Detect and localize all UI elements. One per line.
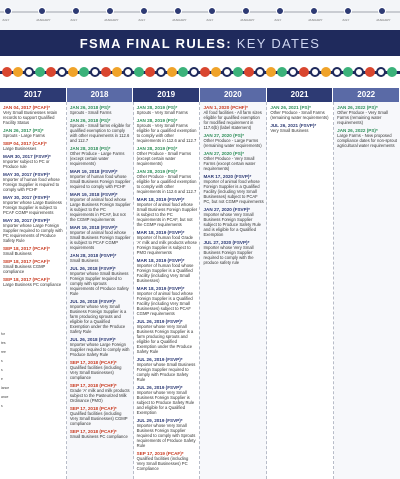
axis-milestone-dot <box>123 67 133 77</box>
title-main: FSMA FINAL RULES: <box>79 35 232 51</box>
axis-milestone-dot <box>211 67 221 77</box>
entry-date: JAN 28, 2019 (PS)* <box>136 169 178 174</box>
timeline-axis <box>0 56 400 86</box>
date-entry <box>3 141 64 151</box>
mini-timeline-dot <box>276 7 284 15</box>
axis-milestone-dot <box>222 67 232 77</box>
entry-date: JUL 26, 2018 (FSVP)* <box>69 299 116 304</box>
axis-milestone-dot <box>277 67 287 77</box>
date-entry <box>270 105 331 120</box>
entry-description: Importer whose Very Small Business Foreign Supplier subject to Produce Safety Rule and is eligible for a Qualified Exemption <box>203 212 261 237</box>
date-entry <box>3 259 64 274</box>
entry-date: MAR 30, 2017 (FSVP)* <box>3 154 51 159</box>
date-entry <box>137 286 198 316</box>
year-header-row <box>0 88 400 102</box>
entry-date: SEP 04, 2017 (CAF)* <box>3 141 47 146</box>
page-title <box>80 36 320 51</box>
legend-fragment-text: s <box>1 359 3 363</box>
axis-milestone-dot <box>321 67 331 77</box>
mini-timeline-dot <box>242 7 250 15</box>
mini-timeline-month: JULY <box>70 18 78 22</box>
axis-milestone-dot <box>68 67 78 77</box>
axis-milestone-dot <box>266 67 276 77</box>
entry-date: JAN 28, 2019 (PS)* <box>136 146 178 151</box>
entry-date: JAN 28, 2018 (FSVP)* <box>69 253 117 258</box>
entry-description: Importer whose Large Foreign Supplier required to comply with Produce Safety Rule <box>69 342 130 357</box>
legend-fragment-text: s <box>1 368 3 372</box>
entry-date: JUL 29, 2019 (FSVP)* <box>136 418 183 423</box>
title-accent: KEY DATES <box>236 35 321 51</box>
entry-date: SEP 18, 2017 (PCAF)* <box>3 246 50 251</box>
title-bar <box>0 30 400 56</box>
entry-description: Importer whose Very Small Business Foreign Supplier is a farm producing sprouts and eligible for a Qualified Exemption under the Produce Safety Rule <box>69 304 127 334</box>
legend-fragment-text: tes <box>1 341 6 345</box>
mini-timeline-dot <box>378 7 386 15</box>
legend-fragment-text: ance <box>1 395 9 399</box>
axis-milestone-dot <box>200 67 210 77</box>
entry-description: Importer subject to PC or Produce rule <box>3 159 50 169</box>
entry-date: JUL 26, 2021 (FSVP)* <box>270 123 317 128</box>
mini-timeline-month: JULY <box>2 18 10 22</box>
entry-description: Importer whose Very Small Business Foreign Supplier required to comply with Sprouts requirements of Produce Safety Rule <box>136 423 196 448</box>
entry-description: Qualified facilities (including Very Small Businesses) PC Compliance <box>136 456 189 471</box>
entry-date: JAN 28, 2018 (PS)* <box>69 146 111 151</box>
entry-date: MAR 17, 2020 (FSVP)* <box>203 174 252 179</box>
entry-description: Other Produce - Small Farms (except certain water requirements) <box>136 151 192 166</box>
mini-timeline-dot <box>344 7 352 15</box>
entry-description: Sprouts - Very Small Farms eligible for a qualified exemption to comply with other requirements in 112.6 and 112.7 <box>136 123 197 143</box>
mini-timeline-dot <box>106 7 114 15</box>
date-entry <box>203 151 264 171</box>
mini-timeline-month: JANUARY <box>104 18 119 22</box>
mini-timeline-dot <box>174 7 182 15</box>
date-entry <box>3 154 64 169</box>
entry-date: JAN 04, 2017 (PCAF)* <box>3 105 50 110</box>
year-column-2019 <box>134 102 201 479</box>
entry-description: Sprouts - Small Farms <box>69 110 112 115</box>
entry-description: Importer whose Small Business Foreign Supplier required to comply with Produce Safety Rule <box>136 362 196 382</box>
entry-description: Importer whose Large Business Foreign Supplier is subject to PCAF CGMP requirements <box>3 200 62 215</box>
entry-description: Other Produce - Large Farms (remaining water requirements) <box>203 138 262 148</box>
mini-timeline-month: JANUARY <box>240 18 255 22</box>
mini-timeline-dot <box>310 7 318 15</box>
entry-description: Importer whose Very Small Business Foreign Supplier is a farm producing sprouts and eligible for a Qualified Exemption under the Produce Safety Rule <box>136 324 194 354</box>
entry-date: MAR 18, 2019 (FSVP)* <box>136 258 185 263</box>
entry-description: All food facilities - All farm sizes eligible for qualified exemption for modified requirement in 117.6(b) (label statement) <box>203 110 262 130</box>
entry-description: Importer whose Very Small Business Foreign Supplier is subject to Produce Safety Rule and eligible for a Qualified Exemption <box>136 390 195 415</box>
date-entry <box>137 169 198 194</box>
axis-milestone-dot <box>101 67 111 77</box>
mini-timeline-month: JANUARY <box>376 18 391 22</box>
entry-description: Importer of animal food whose Large Business Foreign Supplier is subject to the PC requirements in PCAF, but not the CGMP requirements <box>69 197 131 222</box>
date-entry <box>137 418 198 448</box>
axis-milestone-dot <box>2 67 12 77</box>
axis-milestone-dot <box>57 67 67 77</box>
year-column-2021 <box>267 102 334 479</box>
date-entry <box>70 118 131 143</box>
date-entry <box>137 319 198 354</box>
mini-timeline-month: JANUARY <box>308 18 323 22</box>
entry-date: SEP 18, 2017 (PCAF)* <box>3 259 50 264</box>
axis-milestone-dot <box>24 67 34 77</box>
entry-date: JAN 26, 2021 (PS)* <box>270 105 311 110</box>
date-entry <box>270 123 331 133</box>
axis-milestone-dot <box>244 67 254 77</box>
axis-milestone-dot <box>35 67 45 77</box>
mini-timeline-month: JULY <box>274 18 282 22</box>
entry-description: Small Business <box>69 258 99 263</box>
entry-description: Sprouts - Small farms eligible for qualified exemption to comply with other requirements in 112.6 and 112.7 <box>69 123 131 143</box>
mini-timeline-dot <box>38 7 46 15</box>
entry-description: Other Produce - Very Small Farms (remaining water requirements) <box>337 110 389 125</box>
axis-milestone-dot <box>178 67 188 77</box>
year-header-2018: 2018 <box>67 88 134 102</box>
date-entry <box>337 105 398 125</box>
date-entry <box>137 385 198 415</box>
legend-fragment-text: e <box>1 377 3 381</box>
axis-milestone-dot <box>332 67 342 77</box>
entry-description: Importer whose Small Business Foreign Supplier required to comply with sprouts requirements of Produce Safety Rule <box>69 271 129 296</box>
date-entry <box>70 169 131 189</box>
axis-milestone-dot <box>354 67 364 77</box>
date-entry <box>203 105 264 130</box>
entry-date: JUL 26, 2019 (FSVP)* <box>136 385 183 390</box>
entry-date: MAR 18, 2019 (FSVP)* <box>136 230 185 235</box>
date-entry <box>70 299 131 334</box>
mini-timeline-dot <box>208 7 216 15</box>
axis-milestone-dot <box>288 67 298 77</box>
entry-date: SEP 17, 2018 (PCHF)* <box>69 383 117 388</box>
mini-timeline-month: JULY <box>342 18 350 22</box>
entry-date: JAN 26, 2018 (PS)* <box>69 118 111 123</box>
entry-description: Importer of animal food whose Foreign Supplier is a Qualified Facility (including Very Small Businesses) subject to PCAF PC, but not CGMP requirements <box>203 179 264 204</box>
entry-description: Importer of human food whose Foreign Supplier is a Qualified Facility (including Very Small Businesses) <box>136 263 194 283</box>
date-entry <box>70 192 131 222</box>
date-entry <box>70 337 131 357</box>
axis-milestone-dot <box>189 67 199 77</box>
entry-date: MAR 18, 2019 (FSVP)* <box>136 286 185 291</box>
date-entry <box>3 277 64 287</box>
date-entry <box>203 174 264 204</box>
entry-date: SEP 17, 2018 (PCAF)* <box>69 406 117 411</box>
entry-date: JAN 26, 2017 (PS)* <box>3 128 44 133</box>
date-entry <box>203 207 264 237</box>
entry-date: MAR 19, 2018 (FSVP)* <box>69 169 118 174</box>
axis-milestone-dot <box>134 67 144 77</box>
date-entry <box>137 146 198 166</box>
entry-date: JUL 27, 2020 (FSVP)* <box>203 240 250 245</box>
entry-description: Importer of animal food whose Small Business Foreign Supplier is subject to the PC requirements in PCAF, but not the CGMP requirements <box>136 202 198 227</box>
date-entry <box>70 253 131 263</box>
entry-description: Importer of human food Grade 'A' milk and milk products whose Foreign Supplier is subject to PMO requirements <box>136 235 197 255</box>
axis-milestone-dot <box>255 67 265 77</box>
entry-description: Qualified facilities (including Very Small Businesses) compliance <box>69 365 122 380</box>
mini-timeline-dot <box>140 7 148 15</box>
entry-description: Qualified facilities (including Very Small Businesses) CGMP compliance <box>69 411 128 426</box>
entry-date: JAN 27, 2020 (PS)* <box>203 133 245 138</box>
axis-milestone-dot <box>343 67 353 77</box>
axis-milestone-dot <box>310 67 320 77</box>
year-header-2019: 2019 <box>133 88 200 102</box>
date-entry <box>337 128 398 148</box>
axis-milestone-dot <box>233 67 243 77</box>
axis-milestone-dot <box>46 67 56 77</box>
entry-date: JUL 26, 2018 (FSVP)* <box>69 266 116 271</box>
date-entry <box>3 246 64 256</box>
entry-date: MAY 30, 2017 (FSVP)* <box>3 195 50 200</box>
date-entry <box>70 360 131 380</box>
legend-fragment-text: s <box>1 404 3 408</box>
entry-date: JUL 26, 2019 (FSVP)* <box>136 357 183 362</box>
date-entry <box>70 383 131 403</box>
mini-timeline-month: JANUARY <box>36 18 51 22</box>
entry-description: Very Small Businesses retain records to support Qualified Facility Status <box>3 110 58 125</box>
entry-description: Large Farms - New proposed compliance dates for non-sprout agricultural water requirements <box>337 133 397 148</box>
date-entry <box>70 105 131 115</box>
date-entry <box>137 357 198 382</box>
date-entry <box>70 146 131 166</box>
entry-date: MAR 18, 2019 (FSVP)* <box>136 197 185 202</box>
mini-timeline-month: JULY <box>138 18 146 22</box>
year-header-2022: 2022 <box>333 88 400 102</box>
date-entry <box>3 172 64 192</box>
legend-fragment-text: for <box>1 332 5 336</box>
date-entry <box>3 128 64 138</box>
year-header-2017: 2017 <box>0 88 67 102</box>
entry-description: Importer of human food whose Small Business Foreign Supplier required to comply with PCHF <box>69 174 131 189</box>
entry-description: Other Produce - Very Small Farms (except certain water requirements) <box>203 156 256 171</box>
axis-milestone-dot <box>299 67 309 77</box>
axis-milestone-dot <box>156 67 166 77</box>
entry-description: Importer whose Large Foreign Supplier required to comply with PC requirements of Produce Safety Rule <box>3 223 63 243</box>
year-column-2018 <box>67 102 134 479</box>
date-entry <box>137 105 198 115</box>
entry-date: JUL 26, 2018 (FSVP)* <box>69 337 116 342</box>
mini-timeline-month: JULY <box>206 18 214 22</box>
axis-milestone-dot <box>112 67 122 77</box>
entry-description: Sprouts - Large Farms <box>3 133 45 138</box>
mini-timeline-month: JANUARY <box>172 18 187 22</box>
date-entry <box>3 195 64 215</box>
mini-timeline <box>0 0 400 30</box>
axis-milestone-dot <box>376 67 386 77</box>
mini-timeline-dot <box>4 7 12 15</box>
entry-date: JAN 27, 2020 (FSVP)* <box>203 207 250 212</box>
entry-date: JAN 28, 2019 (PS)* <box>136 118 178 123</box>
entry-date: SEP 18, 2017 (PCAF)* <box>3 277 50 282</box>
entry-date: JAN 26, 2022 (PS)* <box>337 105 378 110</box>
mini-timeline-line <box>0 11 400 13</box>
legend-fragment-text: lance <box>1 386 10 390</box>
entry-description: Importer of animal food whose Small Business Foreign Supplier is subject to PCAF CGMP requirements <box>69 230 131 250</box>
entry-description: Sprouts - Very Small Farms <box>136 110 188 115</box>
entry-description: Small Business <box>3 251 32 256</box>
entry-date: SEP 17, 2018 (PCAF)* <box>69 360 117 365</box>
date-entry <box>70 429 131 439</box>
entry-date: MAY 30, 2017 (FSVP)* <box>3 218 50 223</box>
date-entry <box>70 406 131 426</box>
mini-timeline-dot <box>72 7 80 15</box>
axis-milestone-dot <box>387 67 397 77</box>
legend-fragment-text: ree <box>1 350 6 354</box>
date-entry <box>137 118 198 143</box>
axis-milestone-dot <box>13 67 23 77</box>
entry-date: JAN 27, 2020 (PS)* <box>203 151 245 156</box>
year-header-2020: 2020 <box>200 88 267 102</box>
date-entry <box>203 133 264 148</box>
entry-description: Importer of human food whose Foreign Supplier is required to comply with PCHF <box>3 177 60 192</box>
entry-date: MAR 19, 2018 (FSVP)* <box>69 225 118 230</box>
entry-date: SEP 17, 2019 (PCAF)* <box>136 451 184 456</box>
entry-date: JAN 26, 2022 (PS)* <box>337 128 378 133</box>
entry-description: Large Business PC compliance <box>3 282 62 287</box>
year-header-2021: 2021 <box>267 88 334 102</box>
date-entry <box>137 197 198 227</box>
date-entry <box>137 230 198 255</box>
entry-description: Grade 'A' milk and milk products subject to the Pasteurized Milk Ordinance (PMO) <box>69 388 130 403</box>
date-entry <box>137 451 198 471</box>
entry-description: Very Small Business <box>270 128 309 133</box>
axis-milestone-dot <box>365 67 375 77</box>
legend-fragment <box>0 330 14 479</box>
date-entry <box>70 266 131 296</box>
entry-date: MAR 19, 2018 (FSVP)* <box>69 192 118 197</box>
date-entry <box>70 225 131 250</box>
axis-milestone-dot <box>79 67 89 77</box>
year-columns <box>0 102 400 479</box>
date-entry <box>3 218 64 243</box>
entry-date: JAN 28, 2019 (PS)* <box>136 105 178 110</box>
entry-date: MAY 30, 2017 (FSVP)* <box>3 172 50 177</box>
entry-description: Small Business PC compliance <box>69 434 128 439</box>
date-entry <box>137 258 198 283</box>
year-column-2020 <box>200 102 267 479</box>
date-entry <box>3 105 64 125</box>
entry-description: Importer whose Very Small Business Foreign Supplier required to comply with the produce safety rule <box>203 245 254 265</box>
axis-milestone-dot <box>167 67 177 77</box>
entry-date: JUL 26, 2019 (FSVP)* <box>136 319 183 324</box>
date-entry <box>203 240 264 265</box>
entry-description: Importer of animal food whose Foreign Supplier is a Qualified Facility (including Very Small Businesses) subject to PCAF CGMP requirements <box>136 291 193 316</box>
axis-milestone-dot <box>90 67 100 77</box>
entry-description: Other Produce - Small Farms eligible for a qualified exemption to comply with other requirements in 112.6 and 112.7 <box>136 174 197 194</box>
axis-milestone-dot <box>145 67 155 77</box>
entry-description: Other Produce - Small Farms (remaining water requirements) <box>270 110 329 120</box>
year-column-2022 <box>334 102 400 479</box>
entry-date: JAN 1, 2020 (PCHF)* <box>203 105 248 110</box>
entry-date: SEP 17, 2018 (PCAF)* <box>69 429 117 434</box>
entry-date: JAN 26, 2018 (PS)* <box>69 105 111 110</box>
entry-description: Large Businesses <box>3 146 37 151</box>
entry-description: Small Business CGMP compliance <box>3 264 46 274</box>
entry-description: Other Produce - Large Farms (except certain water requirements) <box>69 151 125 166</box>
